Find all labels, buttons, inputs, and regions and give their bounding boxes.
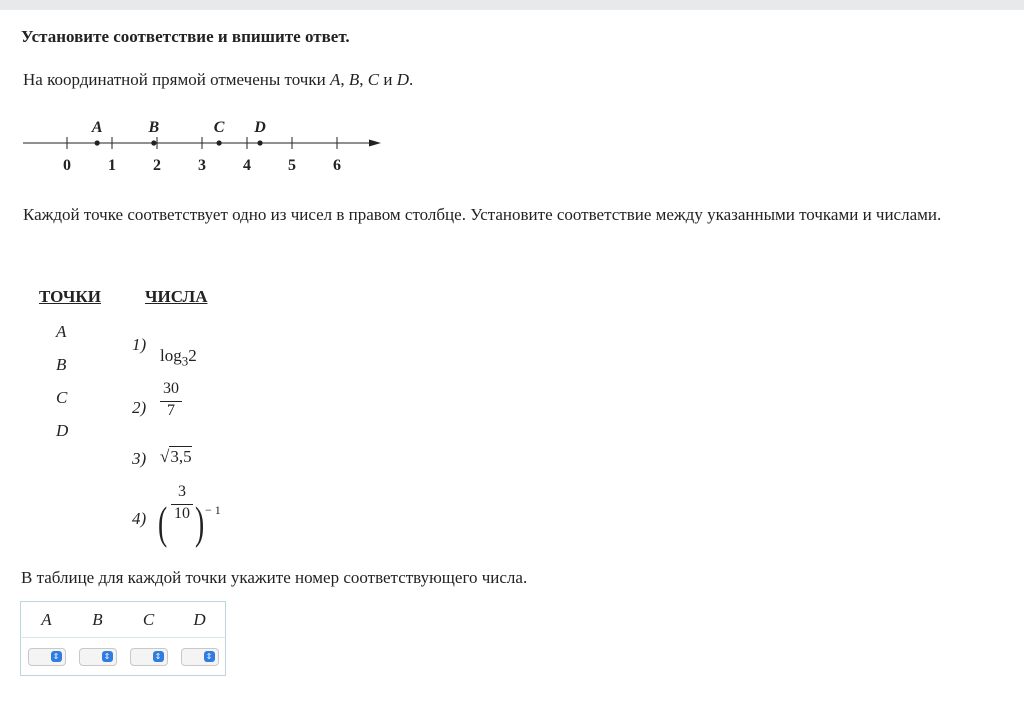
tick-label-4: 4 — [243, 157, 251, 174]
option-1-number: 1) — [132, 335, 147, 354]
option-3-number: 3) — [132, 449, 147, 468]
point-label-a: A — [56, 322, 67, 341]
answer-header-b: B — [72, 602, 123, 638]
option-4-number: 4) — [132, 509, 147, 528]
answer-header-a: A — [21, 602, 73, 638]
point-c-label: C — [213, 119, 225, 136]
answer-select-d[interactable] — [181, 648, 219, 666]
option-4-denominator: 10 — [174, 505, 190, 522]
option-2-denominator: 7 — [167, 402, 175, 419]
option-2-number: 2) — [132, 398, 147, 417]
point-a-dot — [95, 140, 100, 145]
tick-label-3: 3 — [198, 157, 206, 174]
select-arrows-icon: ⇕ — [204, 651, 215, 662]
top-bar — [0, 0, 1024, 10]
task-instruction: Установите соответствие и впишите ответ. — [21, 27, 350, 46]
answer-header-c: C — [123, 602, 174, 638]
option-1-expression: $\log_32$ — [160, 346, 197, 369]
answer-select-c[interactable] — [130, 648, 168, 666]
point-a-label: A — [91, 119, 103, 136]
select-arrows-icon: ⇕ — [153, 651, 164, 662]
answer-header-d: D — [174, 602, 226, 638]
point-label-d: D — [56, 421, 69, 440]
tick-label-0: 0 — [63, 157, 71, 174]
option-4-numerator: 3 — [178, 483, 186, 500]
number-line-arrow — [369, 140, 381, 147]
points-column-header: ТОЧКИ — [39, 287, 101, 306]
tick-label-5: 5 — [288, 157, 296, 174]
point-c-dot — [217, 140, 222, 145]
number-line — [0, 110, 400, 180]
answer-table — [20, 601, 226, 676]
answer-select-b[interactable] — [79, 648, 117, 666]
point-d-dot — [257, 140, 262, 145]
select-arrows-icon: ⇕ — [51, 651, 62, 662]
option-4-left-paren: ( — [158, 497, 168, 548]
point-label-b: B — [56, 355, 67, 374]
point-label-c: C — [56, 388, 68, 407]
description-text: Каждой точке соответствует одно из чисел в правом столбце. Установите соответствие между указанными точками и числами. — [23, 205, 942, 224]
option-4-right-paren: ) — [195, 497, 205, 548]
option-4-fraction — [171, 483, 193, 523]
option-2-fraction — [160, 380, 182, 420]
tick-label-1: 1 — [108, 157, 116, 174]
tick-label-2: 2 — [153, 157, 161, 174]
point-d-label: D — [254, 119, 266, 136]
intro-text: На координатной прямой отмечены точки A, B, C и D. — [23, 70, 414, 89]
answer-select-a[interactable] — [28, 648, 66, 666]
answer-prompt: В таблице для каждой точки укажите номер соответствующего числа. — [21, 568, 528, 587]
option-2-numerator: 30 — [163, 380, 179, 397]
option-3-expression: √3,5 — [160, 447, 192, 466]
point-b-dot — [151, 140, 156, 145]
point-b-label: B — [148, 119, 160, 136]
option-4-exponent: − 1 — [205, 503, 221, 517]
tick-label-6: 6 — [333, 157, 341, 174]
select-arrows-icon: ⇕ — [102, 651, 113, 662]
numbers-column-header: ЧИСЛА — [145, 287, 208, 306]
